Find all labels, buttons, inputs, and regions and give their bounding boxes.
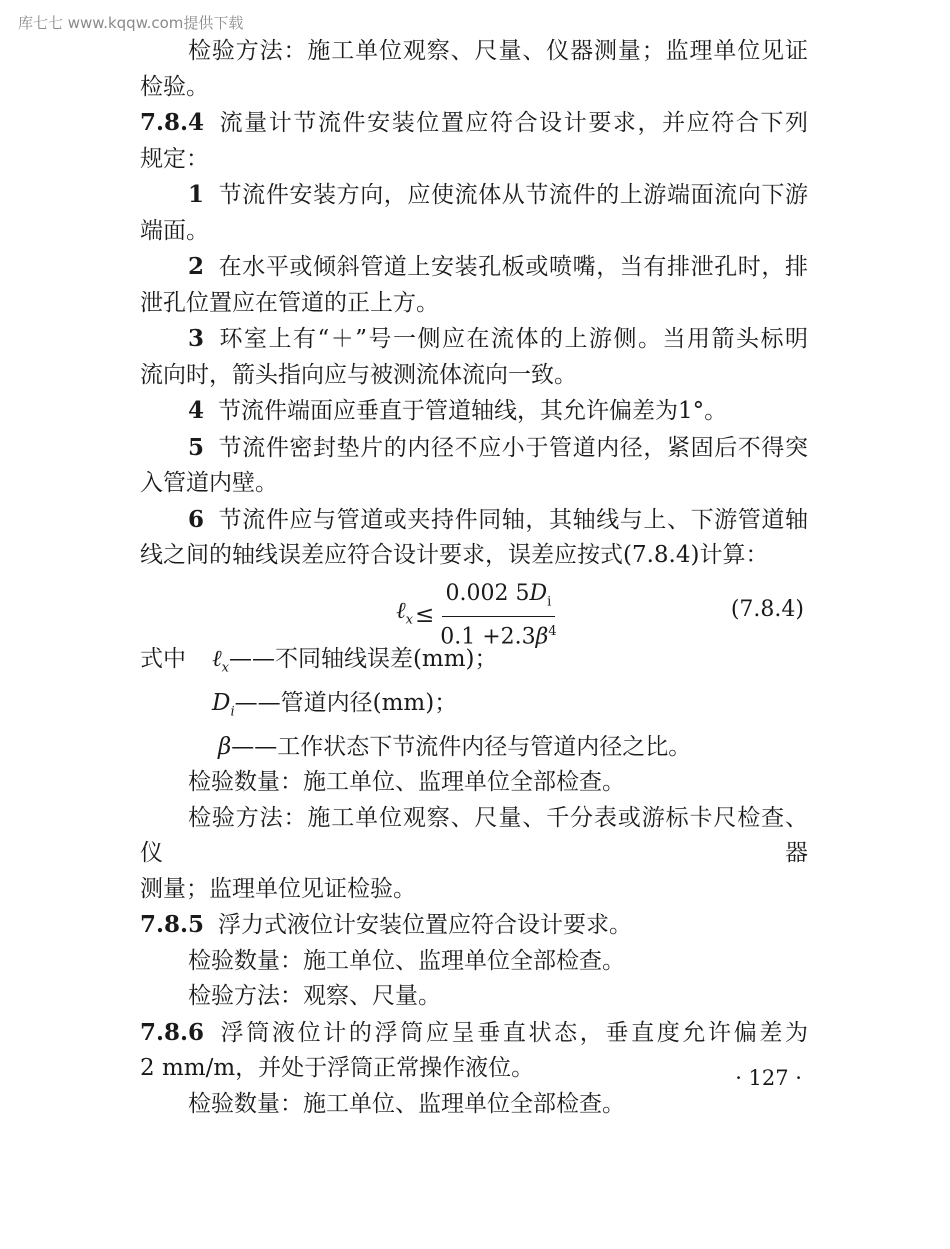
check-method-3: 检验方法：观察、尺量。: [188, 983, 441, 1010]
definition-text: ——不同轴线误差(mm)；: [228, 645, 498, 672]
numerator-subscript: i: [547, 593, 552, 609]
formula-operator: ≤: [414, 602, 435, 629]
item-number: 3: [188, 325, 205, 352]
item-number: 4: [188, 397, 205, 424]
symbol-main: ℓ: [212, 645, 222, 672]
item-text: 节流件密封垫片的内径不应小于管道内径，紧固后不得突: [218, 434, 808, 461]
symbol-subscript: x: [221, 660, 229, 676]
symbol-subscript: i: [230, 704, 235, 720]
definition-text: ——管道内径(mm)；: [234, 689, 458, 716]
item-3: [140, 321, 808, 358]
denominator-exponent: 4: [548, 623, 557, 639]
item-text: 环室上有“＋”号一侧应在流体的上游侧。当用箭头标明: [218, 326, 808, 352]
item-2: [140, 249, 808, 286]
item-text: 在水平或倾斜管道上安装孔板或喷嘴，当有排泄孔时，排: [218, 254, 808, 280]
symbol: [212, 645, 229, 676]
equation-number: (7.8.4): [730, 596, 804, 622]
watermark-text: 库七七 www.kqqw.com提供下载: [18, 14, 244, 32]
formula-7-8-4: [140, 576, 808, 650]
formula-numerator: [442, 580, 556, 617]
item-3-cont: 流向时，箭头指向应与被测流体流向一致。: [140, 361, 577, 388]
check-method-paragraph-cont: 检验。: [140, 73, 209, 100]
item-4: [140, 393, 808, 430]
item-number: 6: [188, 505, 205, 533]
item-number: 1: [188, 181, 205, 208]
check-method-2: 检验方法：施工单位观察、尺量、千分表或游标卡尺检查、仪器: [140, 804, 808, 867]
symbol-main: D: [212, 689, 231, 716]
clause-text: 浮筒液位计的浮筒应呈垂直状态，垂直度允许偏差为: [218, 1019, 808, 1046]
item-text: 节流件应与管道或夹持件同轴，其轴线与上、下游管道轴: [218, 506, 808, 533]
formula-lhs-subscript: x: [405, 612, 413, 628]
clause-text: 浮力式液位计安装位置应符合设计要求。: [218, 912, 633, 939]
item-2-cont: 泄孔位置应在管道的正上方。: [140, 289, 439, 316]
definition-text: ——工作状态下节流件内径与管道内径之比。: [231, 733, 692, 760]
check-method-paragraph: 检验方法：施工单位观察、尺量、仪器测量；监理单位见证: [188, 38, 808, 64]
page-number: · 127 ·: [735, 1066, 802, 1090]
item-text: 节流件端面应垂直于管道轴线，其允许偏差为1°。: [218, 398, 728, 424]
clause-number: 7.8.6: [140, 1018, 205, 1046]
definition-row-lx: [140, 642, 808, 686]
numerator-text: 0.002 5: [445, 580, 530, 606]
item-6: [140, 502, 808, 539]
numerator-variable: D: [529, 580, 548, 606]
check-method-2-cont: 测量；监理单位见证检验。: [140, 875, 416, 902]
where-label: 式中: [140, 645, 186, 672]
symbol: [212, 689, 235, 720]
page-body: [140, 34, 808, 1122]
formula-lhs: [396, 594, 413, 638]
item-1-cont: 端面。: [140, 217, 209, 244]
clause-number: 7.8.4: [140, 109, 205, 136]
clause-7-8-4: [140, 105, 808, 142]
definition-row-di: [140, 686, 808, 730]
item-5: [140, 430, 808, 467]
check-quantity-3: 检验数量：施工单位、监理单位全部检查。: [188, 1090, 625, 1117]
formula-lhs-symbol: ℓ: [396, 597, 406, 624]
item-5-cont: 入管道内壁。: [140, 470, 278, 496]
check-quantity-1: 检验数量：施工单位、监理单位全部检查。: [188, 769, 625, 796]
definition-row-beta: [140, 730, 808, 766]
item-1: [140, 177, 808, 214]
item-text: 节流件安装方向，应使流体从节流件的上游端面流向下游: [218, 182, 808, 208]
symbol-definitions: [140, 642, 808, 766]
item-6-cont: 线之间的轴线误差应符合设计要求，误差应按式(7.8.4)计算：: [140, 542, 769, 568]
clause-7-8-6: [140, 1015, 808, 1052]
item-number: 5: [188, 433, 205, 461]
item-number: 2: [188, 253, 205, 280]
clause-number: 7.8.5: [140, 911, 205, 939]
clause-7-8-6-cont: 2 mm/m，并处于浮筒正常操作液位。: [140, 1055, 535, 1082]
symbol: β: [218, 733, 232, 760]
clause-7-8-4-cont: 规定：: [140, 145, 209, 172]
clause-7-8-5: [140, 907, 808, 944]
check-quantity-2: 检验数量：施工单位、监理单位全部检查。: [188, 947, 625, 974]
denominator-text: 0.1 +2.3: [440, 624, 536, 650]
clause-text: 流量计节流件安装位置应符合设计要求，并应符合下列: [218, 110, 808, 136]
denominator-variable: β: [535, 624, 549, 650]
